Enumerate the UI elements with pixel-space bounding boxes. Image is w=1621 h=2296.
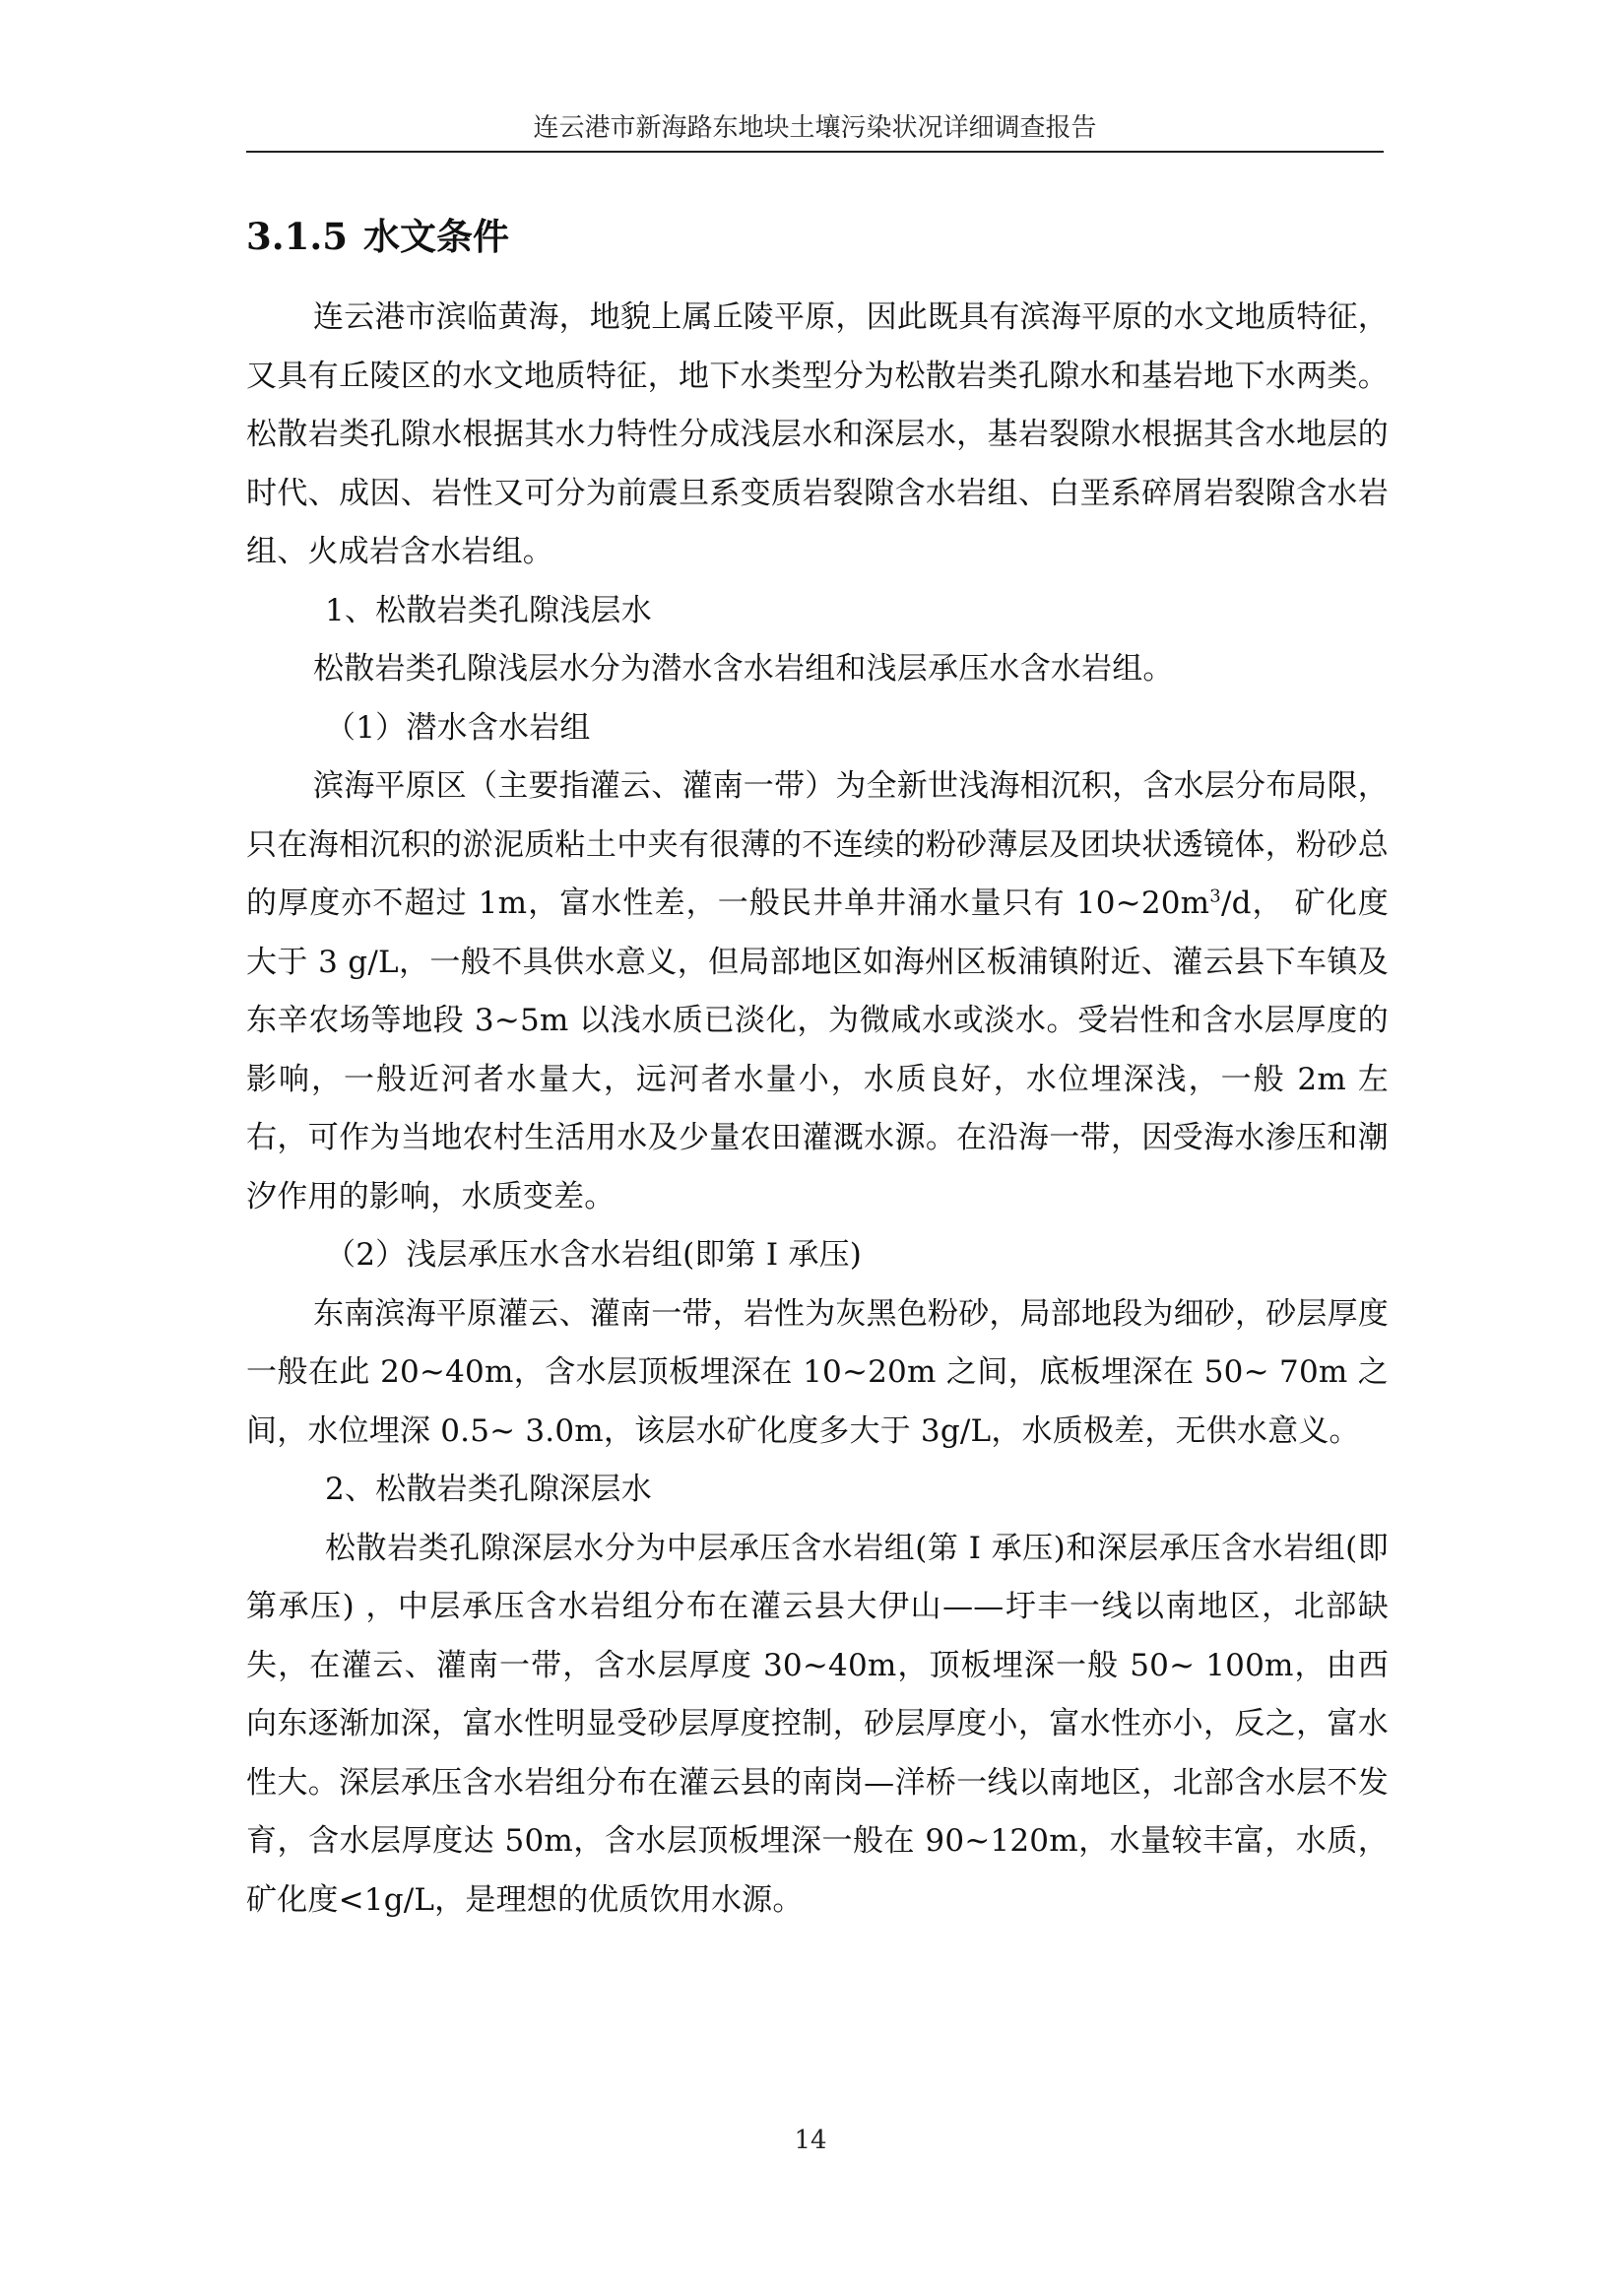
superscript: 3 [1209,886,1221,907]
section-title: 水文条件 [363,215,509,258]
subheading: （1）潜水含水岩组 [325,709,591,746]
paragraph: 连云港市滨临黄海，地貌上属丘陵平原，因此既具有滨海平原的水文地质特征，又具有丘陵区的水文地质特征，地下水类型分为松散岩类孔隙水和基岩地下水两类。松散岩类孔隙水根据其水力特性分成浅层水和深层水，基岩裂隙水根据其含水地层的时代、成因、岩性又可分为前震旦系变质岩裂隙含水岩组、白垩系碎屑岩裂隙含水岩组、火成岩含水岩组。 [246,299,1389,569]
subheading: 1、松散岩类孔隙浅层水 [325,592,652,628]
paragraph [246,757,1389,1226]
subheading: （2）浅层承压水含水岩组(即第 I 承压) [325,1237,863,1273]
subheading: 2、松散岩类孔隙深层水 [325,1472,652,1507]
paragraph: 松散岩类孔隙浅层水分为潜水含水岩组和浅层承压水含水岩组。 [313,651,1174,687]
body-text [246,289,1389,1930]
header-rule [246,151,1384,153]
page-number: 14 [794,2126,827,2155]
section-heading [246,212,509,261]
paragraph: 松散岩类孔隙深层水分为中层承压含水岩组(第 I 承压)和深层承压含水岩组(即第承压) ，中层承压含水岩组分布在灌云县大伊山——圩丰一线以南地区，北部缺失，在灌云、灌南一带，含水层厚度 30~40m，顶板埋深一般 50~ 100m，由西向东逐渐加深，富水性明显受砂层厚度控制，砂层厚度小，富水性亦小，反之，富水性大。深层承压含水岩组分布在灌云县的南岗—洋桥一线以南地区，北部含水层不发育，含水层厚度达 50m，含水层顶板埋深一般在 90~120m，水量较丰富，水质，矿化度<1g/L，是理想的优质饮用水源。 [246,1530,1389,1918]
paragraph-part: 滨海平原区（主要指灌云、灌南一带）为全新世浅海相沉积，含水层分布局限，只在海相沉积的淤泥质粘土中夹有很薄的不连续的粉砂薄层及团块状透镜体，粉砂总的厚度亦不超过 1m，富水性差，一般民井单井涌水量只有 10~20m [246,768,1389,921]
section-number: 3.1.5 [246,215,348,258]
paragraph: 东南滨海平原灌云、灌南一带，岩性为灰黑色粉砂，局部地段为细砂，砂层厚度一般在此 20~40m，含水层顶板埋深在 10~20m 之间，底板埋深在 50~ 70m 之间，水位埋深 0.5~ 3.0m，该层水矿化度多大于 3g/L，水质极差，无供水意义。 [246,1295,1389,1449]
running-header: 连云港市新海路东地块土壤污染状况详细调查报告 [533,113,1097,143]
paragraph-part: /d， 矿化度大于 3 g/L，一般不具供水意义，但局部地区如海州区板浦镇附近、灌云县下车镇及东辛农场等地段 3~5m 以浅水质已淡化，为微咸水或淡水。受岩性和含水层厚度的影响，一般近河者水量大，远河者水量小，水质良好，水位埋深浅，一般 2m 左右，可作为当地农村生活用水及少量农田灌溉水源。在沿海一带，因受海水渗压和潮汐作用的影响，水质变差。 [246,886,1389,1214]
